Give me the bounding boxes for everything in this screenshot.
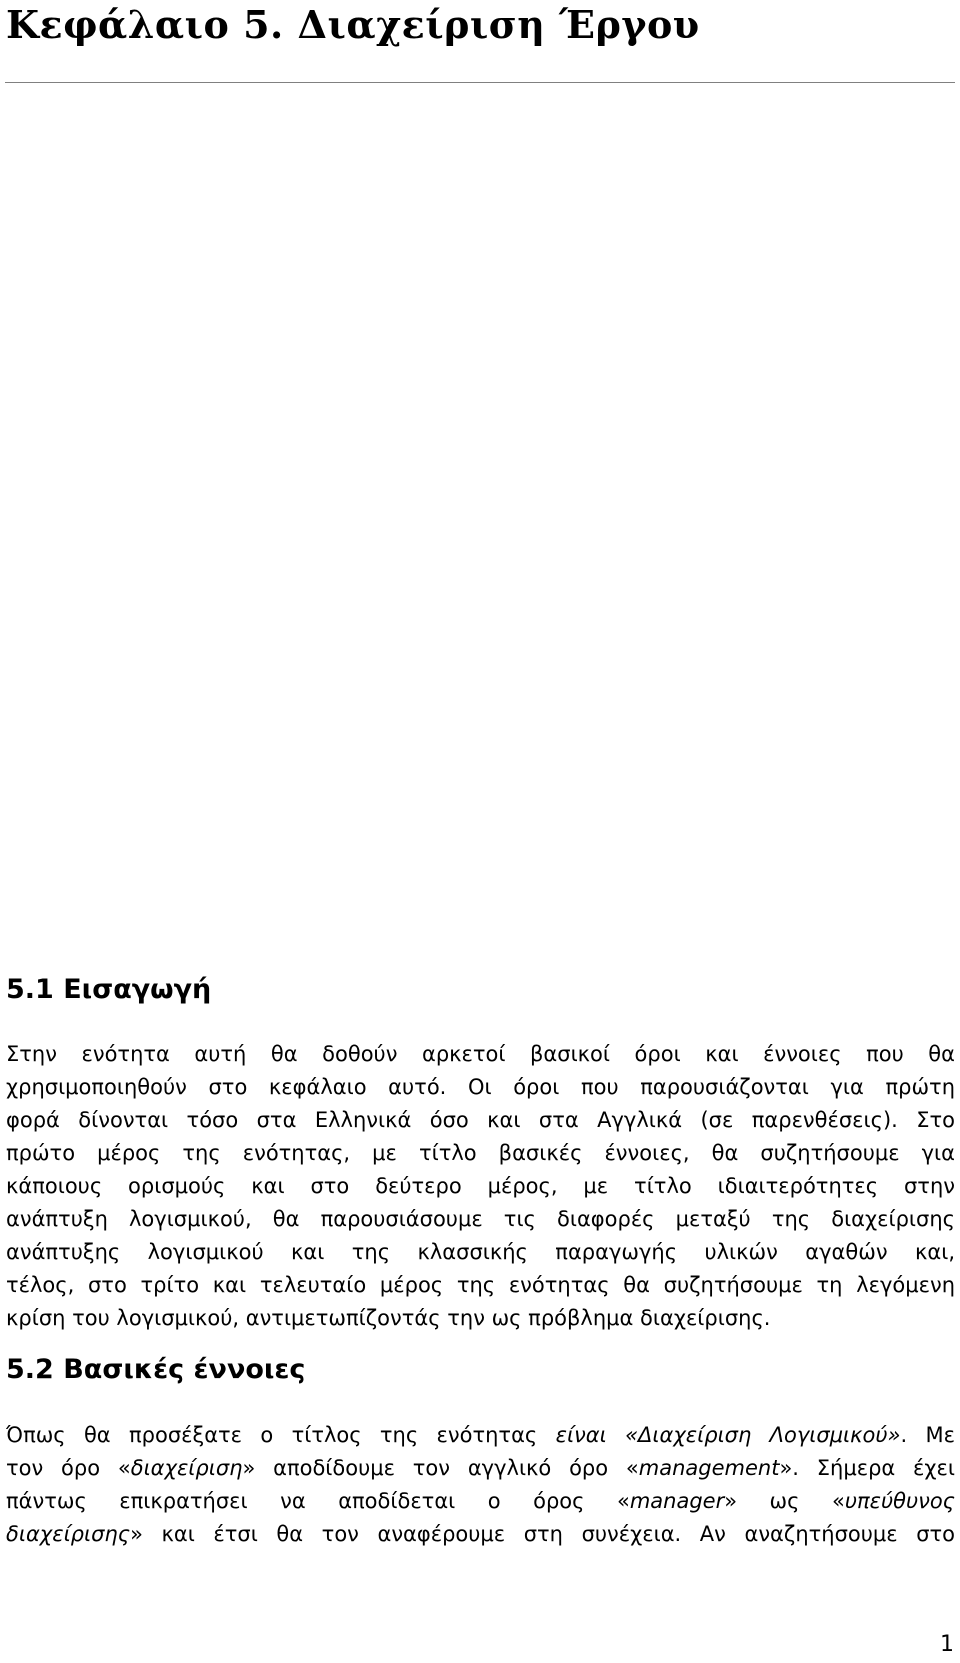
paragraph-line: τέλος, στο τρίτο και τελευταίο μέρος της ενότητας θα συζητήσουμε τη λεγόμενη	[6, 1273, 955, 1297]
section-heading-introduction: 5.1 Εισαγωγή	[6, 974, 212, 1005]
text-run: τον όρο «	[6, 1456, 131, 1480]
paragraph-basic-concepts	[6, 1419, 955, 1551]
paragraph-line: κρίση του λογισμικού, αντιμετωπίζοντάς την ως πρόβλημα διαχείρισης.	[6, 1306, 771, 1330]
italic-run: διαχείριση	[130, 1456, 243, 1480]
text-run: Όπως θα προσέξατε ο τίτλος της ενότητας	[6, 1423, 556, 1447]
paragraph-line	[6, 1485, 955, 1518]
italic-run: διαχείρισης	[6, 1522, 131, 1546]
chapter-title-underline	[5, 82, 955, 83]
paragraph-line: φορά δίνονται τόσο στα Ελληνικά όσο και στα Αγγλικά (σε παρενθέσεις). Στο	[6, 1108, 955, 1132]
italic-run: management	[638, 1456, 780, 1480]
paragraph-line: ανάπτυξη λογισμικού, θα παρουσιάσουμε τις διαφορές μεταξύ της διαχείρισης	[6, 1207, 955, 1231]
paragraph-line	[6, 1518, 955, 1551]
paragraph-line: χρησιμοποιηθούν στο κεφάλαιο αυτό. Οι όροι που παρουσιάζονται για πρώτη	[6, 1075, 955, 1099]
italic-run: είναι «Διαχείριση Λογισμικού»	[555, 1423, 901, 1447]
chapter-title: Κεφάλαιο 5. Διαχείριση Έργου	[6, 2, 700, 47]
section-heading-basic-concepts: 5.2 Βασικές έννοιες	[6, 1354, 306, 1385]
text-run: » ως «	[724, 1489, 845, 1513]
paragraph-line	[6, 1452, 955, 1485]
paragraph-line: κάποιους ορισμούς και στο δεύτερο μέρος, με τίτλο ιδιαιτερότητες στην	[6, 1174, 955, 1198]
text-run: » και έτσι θα τον αναφέρουμε στη συνέχεια. Αν αναζητήσουμε στο	[130, 1522, 955, 1546]
paragraph-line: ανάπτυξης λογισμικού και της κλασσικής παραγωγής υλικών αγαθών και,	[6, 1240, 955, 1264]
text-run: » αποδίδουμε τον αγγλικό όρο «	[242, 1456, 639, 1480]
paragraph-line: Στην ενότητα αυτή θα δοθούν αρκετοί βασικοί όροι και έννοιες που θα	[6, 1042, 955, 1066]
paragraph-line: πρώτο μέρος της ενότητας, με τίτλο βασικές έννοιες, θα συζητήσουμε για	[6, 1141, 955, 1165]
text-run: . Με	[900, 1423, 955, 1447]
page-number: 1	[940, 1632, 954, 1657]
text-run: ». Σήμερα έχει	[779, 1456, 955, 1480]
italic-run: υπεύθυνος	[844, 1489, 955, 1513]
italic-run: manager	[629, 1489, 725, 1513]
text-run: πάντως επικρατήσει να αποδίδεται ο όρος «	[6, 1489, 630, 1513]
paragraph-line	[6, 1419, 955, 1452]
paragraph-introduction	[6, 1038, 955, 1335]
